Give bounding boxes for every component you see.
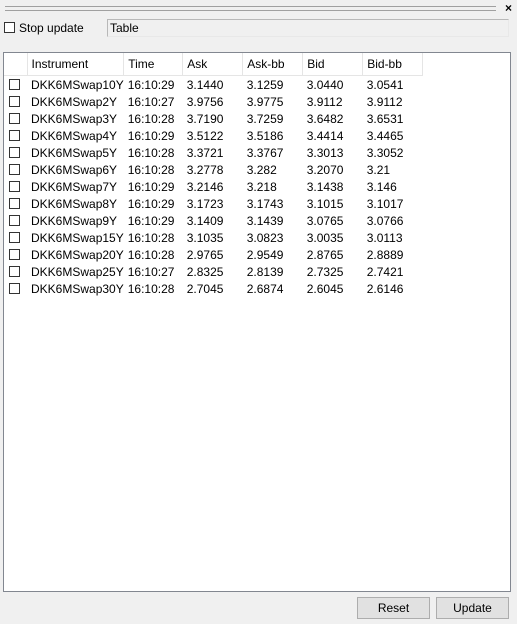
cell-bid-bb: 3.146 <box>366 179 397 194</box>
toolbar <box>0 17 517 41</box>
cell-time: 16:10:28 <box>127 281 175 296</box>
cell-bid-bb: 2.8889 <box>366 247 404 262</box>
cell-ask: 3.1440 <box>186 77 224 92</box>
cell-ask: 3.1035 <box>186 230 224 245</box>
table-row[interactable] <box>4 246 423 263</box>
cell-bid: 2.6045 <box>306 281 344 296</box>
cell-bid: 3.4414 <box>306 128 344 143</box>
row-checkbox-cell <box>4 178 27 195</box>
cell-bid-bb: 3.1017 <box>366 196 404 211</box>
row-checkbox-cell <box>4 93 27 110</box>
cell-bid-bb: 2.6146 <box>366 281 404 296</box>
cell-instrument: DKK6MSwap4Y <box>31 128 118 143</box>
row-checkbox[interactable] <box>9 147 20 158</box>
cell-ask-bb: 3.7259 <box>246 111 284 126</box>
cell-time: 16:10:29 <box>127 196 175 211</box>
cell-ask: 2.7045 <box>186 281 224 296</box>
row-checkbox[interactable] <box>9 79 20 90</box>
table-row[interactable] <box>4 229 423 246</box>
cell-instrument: DKK6MSwap5Y <box>31 145 118 160</box>
row-checkbox-cell <box>4 76 27 94</box>
close-icon[interactable]: × <box>504 1 512 15</box>
cell-time: 16:10:28 <box>127 230 175 245</box>
cell-ask-bb: 3.5186 <box>246 128 284 143</box>
cell-ask: 3.1723 <box>186 196 224 211</box>
table-row[interactable] <box>4 76 423 94</box>
cell-ask: 2.9765 <box>186 247 224 262</box>
cell-bid: 3.0765 <box>306 213 344 228</box>
column-header-bid[interactable]: Bid <box>303 53 363 76</box>
header-checkbox-column <box>4 53 27 76</box>
stop-update-checkbox[interactable] <box>4 22 15 33</box>
instrument-grid <box>3 52 511 592</box>
cell-time: 16:10:27 <box>127 94 175 109</box>
cell-bid-bb: 3.4465 <box>366 128 404 143</box>
stop-update-label[interactable]: Stop update <box>19 21 84 35</box>
row-checkbox-cell <box>4 110 27 127</box>
table-row[interactable] <box>4 263 423 280</box>
row-checkbox-cell <box>4 127 27 144</box>
row-checkbox[interactable] <box>9 181 20 192</box>
table-row[interactable] <box>4 212 423 229</box>
row-checkbox[interactable] <box>9 283 20 294</box>
column-header-ask[interactable]: Ask <box>183 53 243 76</box>
column-header-time[interactable]: Time <box>124 53 183 76</box>
row-checkbox[interactable] <box>9 249 20 260</box>
row-checkbox-cell <box>4 229 27 246</box>
row-checkbox[interactable] <box>9 130 20 141</box>
row-checkbox-cell <box>4 144 27 161</box>
cell-bid-bb: 2.7421 <box>366 264 404 279</box>
table-row[interactable] <box>4 161 423 178</box>
cell-ask-bb: 2.8139 <box>246 264 284 279</box>
row-checkbox[interactable] <box>9 96 20 107</box>
cell-ask: 3.2778 <box>186 162 224 177</box>
cell-time: 16:10:27 <box>127 264 175 279</box>
table-row[interactable] <box>4 280 423 297</box>
cell-time: 16:10:28 <box>127 111 175 126</box>
cell-instrument: DKK6MSwap9Y <box>31 213 118 228</box>
cell-time: 16:10:29 <box>127 77 175 92</box>
cell-ask: 3.1409 <box>186 213 224 228</box>
cell-bid: 3.6482 <box>306 111 344 126</box>
cell-bid-bb: 3.6531 <box>366 111 404 126</box>
cell-bid-bb: 3.21 <box>366 162 391 177</box>
row-checkbox-cell <box>4 195 27 212</box>
cell-instrument: DKK6MSwap25Y <box>31 264 124 279</box>
cell-bid-bb: 3.0113 <box>366 230 403 245</box>
cell-instrument: DKK6MSwap2Y <box>31 94 118 109</box>
cell-instrument: DKK6MSwap30Y <box>31 281 124 296</box>
cell-ask: 3.7190 <box>186 111 224 126</box>
cell-ask: 3.2146 <box>186 179 224 194</box>
table-row[interactable] <box>4 93 423 110</box>
row-checkbox[interactable] <box>9 232 20 243</box>
row-checkbox[interactable] <box>9 164 20 175</box>
panel-title-bar <box>0 0 517 16</box>
row-checkbox-cell <box>4 246 27 263</box>
cell-time: 16:10:28 <box>127 162 175 177</box>
cell-bid-bb: 3.0541 <box>366 77 404 92</box>
cell-ask-bb: 3.282 <box>246 162 277 177</box>
cell-instrument: DKK6MSwap15Y <box>31 230 124 245</box>
cell-ask-bb: 3.1439 <box>246 213 284 228</box>
row-checkbox-cell <box>4 212 27 229</box>
cell-ask: 3.5122 <box>186 128 224 143</box>
cell-bid: 3.1015 <box>306 196 344 211</box>
cell-bid: 2.8765 <box>306 247 344 262</box>
update-button[interactable]: Update <box>436 597 509 619</box>
row-checkbox[interactable] <box>9 215 20 226</box>
table-name-field: Table <box>107 19 509 37</box>
cell-bid-bb: 3.0766 <box>366 213 404 228</box>
cell-bid: 3.2070 <box>306 162 344 177</box>
cell-bid: 3.1438 <box>306 179 344 194</box>
column-header-ask-bb[interactable]: Ask-bb <box>243 53 303 76</box>
cell-ask-bb: 3.0823 <box>246 230 284 245</box>
cell-instrument: DKK6MSwap10Y <box>31 77 124 92</box>
row-checkbox[interactable] <box>9 266 20 277</box>
cell-ask: 3.3721 <box>186 145 224 160</box>
cell-ask-bb: 3.1259 <box>246 77 284 92</box>
row-checkbox-cell <box>4 263 27 280</box>
drag-grip[interactable] <box>5 6 496 11</box>
table-row[interactable] <box>4 110 423 127</box>
row-checkbox[interactable] <box>9 198 20 209</box>
row-checkbox-cell <box>4 280 27 297</box>
cell-ask: 2.8325 <box>186 264 224 279</box>
cell-bid: 3.3013 <box>306 145 344 160</box>
table-row[interactable] <box>4 178 423 195</box>
cell-instrument: DKK6MSwap3Y <box>31 111 118 126</box>
cell-bid-bb: 3.9112 <box>366 94 403 109</box>
cell-bid: 3.0035 <box>306 230 344 245</box>
table-row[interactable] <box>4 195 423 212</box>
cell-ask: 3.9756 <box>186 94 224 109</box>
cell-time: 16:10:29 <box>127 213 175 228</box>
cell-ask-bb: 3.3767 <box>246 145 284 160</box>
cell-bid: 3.0440 <box>306 77 344 92</box>
cell-ask-bb: 2.9549 <box>246 247 284 262</box>
cell-instrument: DKK6MSwap7Y <box>31 179 118 194</box>
instrument-table <box>4 53 423 297</box>
cell-ask-bb: 3.218 <box>246 179 277 194</box>
cell-time: 16:10:28 <box>127 247 175 262</box>
cell-bid: 2.7325 <box>306 264 344 279</box>
reset-button[interactable]: Reset <box>357 597 430 619</box>
cell-ask-bb: 3.1743 <box>246 196 284 211</box>
cell-bid: 3.9112 <box>306 94 343 109</box>
cell-bid-bb: 3.3052 <box>366 145 404 160</box>
column-header-bid-bb[interactable]: Bid-bb <box>363 53 423 76</box>
cell-instrument: DKK6MSwap6Y <box>31 162 118 177</box>
cell-ask-bb: 3.9775 <box>246 94 284 109</box>
row-checkbox[interactable] <box>9 113 20 124</box>
column-header-instrument[interactable]: Instrument <box>27 53 124 76</box>
row-checkbox-cell <box>4 161 27 178</box>
cell-instrument: DKK6MSwap20Y <box>31 247 124 262</box>
header-row <box>4 53 423 76</box>
cell-ask-bb: 2.6874 <box>246 281 284 296</box>
cell-time: 16:10:29 <box>127 128 175 143</box>
table-row[interactable] <box>4 144 423 161</box>
cell-time: 16:10:29 <box>127 179 175 194</box>
cell-instrument: DKK6MSwap8Y <box>31 196 118 211</box>
cell-time: 16:10:28 <box>127 145 175 160</box>
table-row[interactable] <box>4 127 423 144</box>
